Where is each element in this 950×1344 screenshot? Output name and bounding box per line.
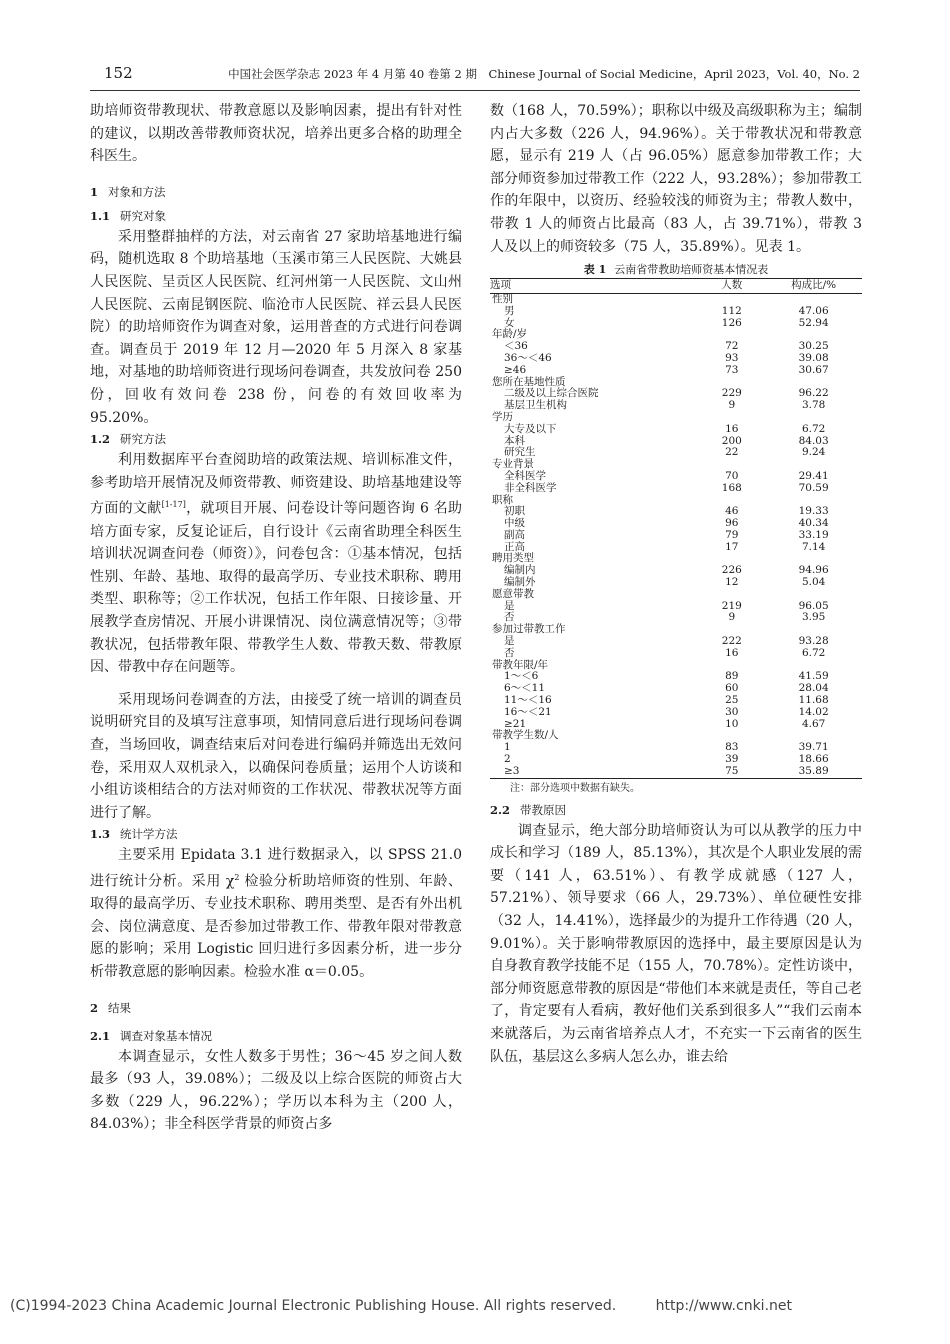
table-cell: ≥21 <box>504 717 527 730</box>
table-cell: 16～＜21 <box>504 705 552 718</box>
table-cell: 是 <box>504 599 515 612</box>
table-cell: 二级及以上综合医院 <box>504 387 599 400</box>
table-cell: 10 <box>725 717 739 730</box>
table-cell: 35.89 <box>765 766 862 778</box>
table-cell: 3.78 <box>801 399 826 412</box>
table-cell: 14.02 <box>798 705 829 718</box>
table-cell: 全科医学 <box>504 469 546 482</box>
table-cell: 25 <box>725 694 739 707</box>
table-cell: 非全科医学 <box>504 481 557 494</box>
table-cell: 226 <box>721 564 742 577</box>
table-cell: 4.67 <box>801 717 826 730</box>
page-number: 152 <box>104 64 133 82</box>
table-row <box>490 318 862 330</box>
section-1-2-heading: 1.2 研究方法 <box>90 432 167 447</box>
table-cell: 30 <box>725 705 739 718</box>
table-cell <box>698 293 765 305</box>
table-cell: 28.04 <box>798 682 829 695</box>
table-cell: 93 <box>725 351 739 364</box>
table-cell: 编制外 <box>504 576 536 589</box>
table-cell: 您所在基地性质 <box>492 375 566 388</box>
table-caption: 表 1 云南省带教助培师资基本情况表 <box>583 263 769 277</box>
table-row <box>490 471 862 483</box>
copyright-footer: (C)1994-2023 China Academic Journal Electronic Publishing House. All rights reserved. <box>10 1298 617 1314</box>
table-row <box>490 483 862 495</box>
table-cell: 94.96 <box>798 564 829 577</box>
table-row <box>490 353 862 365</box>
table-row <box>490 306 862 318</box>
table-category-row <box>490 589 862 601</box>
table-cell: 84.03 <box>798 434 829 447</box>
table-cell: 参加过带教工作 <box>492 623 566 636</box>
table-cell: 男 <box>504 304 515 317</box>
table-cell: 1 <box>504 741 511 754</box>
section-1-heading: 1 对象和方法 <box>90 184 166 199</box>
table-cell: 学历 <box>492 410 513 423</box>
section-2-heading: 2 结果 <box>90 1000 132 1015</box>
table-row <box>490 648 862 660</box>
table-cell: 200 <box>721 434 742 447</box>
header-rule <box>90 90 860 91</box>
table-row <box>490 530 862 542</box>
table-cell: 9 <box>728 611 736 624</box>
paragraph-1-2a: 利用数据库平台查阅助培的政策法规、培训标准文件，参考助培开展情况及师资带教、师资建设、助培基地建设等方面的文献[1-17]，就项目开展、问卷设计等问题咨询 6 名助培方面专家，反复论证后，自行设计《云南省助理全科医生培训状况调查问卷（师资）》，问卷包含：①基本情况，包括性别、年龄、基地、取得的最高学历、专业技术职称、聘用类型、职称等；②工作状况，包括工作年限、日接诊量、开展教学查房情况、开展小讲课情况、岗位满意情况等；③带教状况，包括带教年限、带教学生人数、带教天数、带教原因、带教中存在问题等。 <box>90 452 462 676</box>
table-cell: 93.28 <box>798 635 829 648</box>
table-category-row <box>490 412 862 424</box>
section-2-2-heading: 2.2 带教原因 <box>490 802 567 817</box>
table-header-cell: 构成比/% <box>765 279 862 294</box>
table-cell: 6.72 <box>801 422 826 435</box>
table-cell: 聘用类型 <box>492 552 534 565</box>
data-table <box>490 278 862 778</box>
paragraph-2-2: 调查显示，绝大部分助培师资认为可以从教学的压力中成长和学习（189 人，85.13%），其次是个人职业发展的需要（141 人，63.51%）、有教学成就感（127 人，57.21%）、领导要求（66 人，29.73%）、单位硬性安排（32 人，14.41%），选择最少的为提升工作待遇（20 人，9.01%）。关于影响带教原因的选择中，最主要原因是认为自身教育教学技能不足（155 人，70.78%）。定性访谈中，部分师资愿意带教的原因是“带他们本来就是责任，等自己老了，肯定要有人看病，教好他们关系到很多人”“我们云南本来就落后，为云南省培养点人才，不充实一下云南省的医生队伍，基层这么多病人怎么办，谁去给 <box>490 822 862 1065</box>
table-cell: 大专及以下 <box>504 422 557 435</box>
table-cell: 12 <box>725 576 739 589</box>
table-row <box>490 365 862 377</box>
table-cell: 96 <box>725 517 739 530</box>
table-cell: 39.71 <box>798 741 829 754</box>
table-cell: 初职 <box>504 505 525 518</box>
table-cell: 16 <box>725 646 739 659</box>
table-cell: 96.22 <box>798 387 829 400</box>
table-cell: 39 <box>725 753 739 766</box>
table-cell: 中级 <box>504 517 525 530</box>
table-cell: 17 <box>725 540 739 553</box>
citation-ref: [1-17] <box>161 500 186 510</box>
table-cell: 愿意带教 <box>492 587 534 600</box>
table-cell: 9.24 <box>801 446 826 459</box>
table-cell: 73 <box>725 363 739 376</box>
paragraph-1-1: 采用整群抽样的方法，对云南省 27 家助培基地进行编码，随机选取 8 个助培基地（玉溪市第三人民医院、大姚县人民医院、呈贡区人民医院、红河州第一人民医院、文山州人民医院、云南昆钢医院、临沧市人民医院、祥云县人民医院）的助培师资作为调查对象，运用普查的方式进行问卷调查。调查员于 2019 年 12 月—2020 年 5 月深入 8 家基地，对基地的助培师资进行现场问卷调查，共发放问卷 250 份，回收有效问卷 238 份，问卷的有效回收率为 95.20%。 <box>90 228 462 426</box>
table-row <box>490 447 862 459</box>
table-cell: 职称 <box>492 493 513 506</box>
table-cell: 副高 <box>504 528 525 541</box>
table-cell: 72 <box>725 340 739 353</box>
table-cell: 16 <box>725 422 739 435</box>
table-cell: 3.95 <box>801 611 826 624</box>
table-cell: 7.14 <box>801 540 826 553</box>
table-cell <box>765 589 862 601</box>
table-cell: 19.33 <box>798 505 829 518</box>
table-cell <box>698 589 765 601</box>
table-cell: 专业背景 <box>492 458 534 471</box>
table-cell: 46 <box>725 505 739 518</box>
table-cell: 70.59 <box>798 481 829 494</box>
table-cell: 11～＜16 <box>504 694 552 707</box>
table-header-row <box>490 279 862 294</box>
table-header-cell: 人数 <box>698 279 765 294</box>
table-cell <box>765 412 862 424</box>
table-row <box>490 707 862 719</box>
table-cell: 83 <box>725 741 739 754</box>
table-cell: 正高 <box>504 540 525 553</box>
table-cell: 30.67 <box>798 363 829 376</box>
table-cell: 女 <box>504 316 515 329</box>
table-cell: 75 <box>698 766 765 778</box>
table-cell: 126 <box>721 316 742 329</box>
table-cell <box>698 412 765 424</box>
table-cell: 11.68 <box>798 694 829 707</box>
table-category-row <box>490 293 862 305</box>
table-cell: 年龄/岁 <box>492 328 528 341</box>
table-cell: 40.34 <box>798 517 829 530</box>
table-cell: 96.05 <box>798 599 829 612</box>
table-cell: 229 <box>721 387 742 400</box>
table-cell: ≥46 <box>504 363 527 376</box>
table-row <box>490 424 862 436</box>
table-row <box>490 766 862 778</box>
table-cell: 是 <box>504 635 515 648</box>
table-cell: 219 <box>721 599 742 612</box>
section-2-1-heading: 2.1 调查对象基本情况 <box>90 1028 213 1043</box>
table-cell <box>765 293 862 305</box>
table-cell: 33.19 <box>798 528 829 541</box>
right-column <box>490 100 862 1068</box>
table-cell: 79 <box>725 528 739 541</box>
table-cell: 研究生 <box>504 446 536 459</box>
table-cell: 带教年限/年 <box>492 658 549 671</box>
table-cell: 30.25 <box>798 340 829 353</box>
table-cell: 70 <box>725 469 739 482</box>
table-row <box>490 542 862 554</box>
running-title: 中国社会医学杂志 2023 年 4 月第 40 卷第 2 期 Chinese Journal of Social Medicine，April 2023，Vol. 40，No. 2 <box>228 67 860 81</box>
paragraph-2-1-continued: 数（168 人，70.59%）；职称以中级及高级职称为主；编制内占大多数（226 人，94.96%）。关于带教状况和带教意愿，显示有 219 人（占 96.05%）愿意参加带教工作；大部分师资参加过带教工作（222 人，93.28%）；参加带教工作的年限中，以资历、经验较浅的师资为主；带教人数中，带教 1 人的师资占比最高（83 人，占 39.71%），带教 3 人及以上的师资较多（75 人，35.89%）。见表 1。 <box>490 103 862 255</box>
table-cell: 60 <box>725 682 739 695</box>
table-row <box>490 400 862 412</box>
table-cell: 168 <box>721 481 742 494</box>
table-cell: 52.94 <box>798 316 829 329</box>
table-cell: 47.06 <box>798 304 829 317</box>
site-link[interactable]: http://www.cnki.net <box>655 1298 792 1314</box>
table-cell: 29.41 <box>798 469 829 482</box>
section-1-1-heading: 1.1 研究对象 <box>90 208 167 223</box>
table-cell: 基层卫生机构 <box>504 399 567 412</box>
table-cell: 本科 <box>504 434 525 447</box>
table-cell: 36～＜46 <box>504 351 552 364</box>
table-cell: 18.66 <box>798 753 829 766</box>
table-cell: 89 <box>725 670 739 683</box>
section-1-3-heading: 1.3 统计学方法 <box>90 827 178 842</box>
table-cell: ＜36 <box>504 340 528 353</box>
table-cell: 1～＜6 <box>504 670 539 683</box>
table-cell: 2 <box>504 753 511 766</box>
table-cell: 9 <box>728 399 736 412</box>
table-cell: 性别 <box>492 292 513 305</box>
table-cell: 22 <box>725 446 739 459</box>
table-cell: 112 <box>721 304 742 317</box>
table-header-cell: 选项 <box>490 279 698 294</box>
table-cell: 带教学生数/人 <box>492 729 559 742</box>
table-cell: 5.04 <box>801 576 826 589</box>
paragraph-1-3: 主要采用 Epidata 3.1 进行数据录入，以 SPSS 21.0 进行统计分析。采用 $\chi^2$ 检验分析助培师资的性别、年龄、取得的最高学历、专业技术职称、聘用类型、是否有外出机会、岗位满意度、是否参加过带教工作、带教年限对带教意愿的影响；采用 Logistic 回归进行多因素分析，进一步分析带教意愿的影响因素。检验水准 α＝0.05。 <box>90 847 462 980</box>
intro-paragraph: 助培师资带教现状、带教意愿以及影响因素，提出有针对性的建议，以期改善带教师资状况，培养出更多合格的助理全科医生。 <box>90 103 462 165</box>
table-cell: 否 <box>504 611 515 624</box>
table-cell: 39.08 <box>798 351 829 364</box>
table-cell: 6.72 <box>801 646 826 659</box>
left-column <box>90 100 462 1136</box>
table-cell: 222 <box>721 635 742 648</box>
table-row <box>490 577 862 589</box>
table-cell: 6～＜11 <box>504 682 546 695</box>
table-cell: ≥3 <box>490 766 698 778</box>
table-note: 注：部分选项中数据有缺失。 <box>510 782 640 794</box>
paragraph-2-1: 本调查显示，女性人数多于男性；36～45 岁之间人数最多（93 人，39.08%）；二级及以上综合医院的师资占大多数（229 人，96.22%）；学历以本科为主（200 人，84.03%）；非全科医学背景的师资占多 <box>90 1048 462 1133</box>
table-cell: 41.59 <box>798 670 829 683</box>
paragraph-1-2b: 采用现场问卷调查的方法，由接受了统一培训的调查员说明研究目的及填写注意事项，知情同意后进行现场问卷调查，当场回收，调查结束后对问卷进行编码并筛选出无效问卷，采用双人双机录入，以确保问卷质量；运用个人访谈和小组访谈相结合的方法对师资的工作状况、带教状况等方面进行了解。 <box>90 691 462 821</box>
table-cell: 否 <box>504 646 515 659</box>
table-cell: 编制内 <box>504 564 536 577</box>
